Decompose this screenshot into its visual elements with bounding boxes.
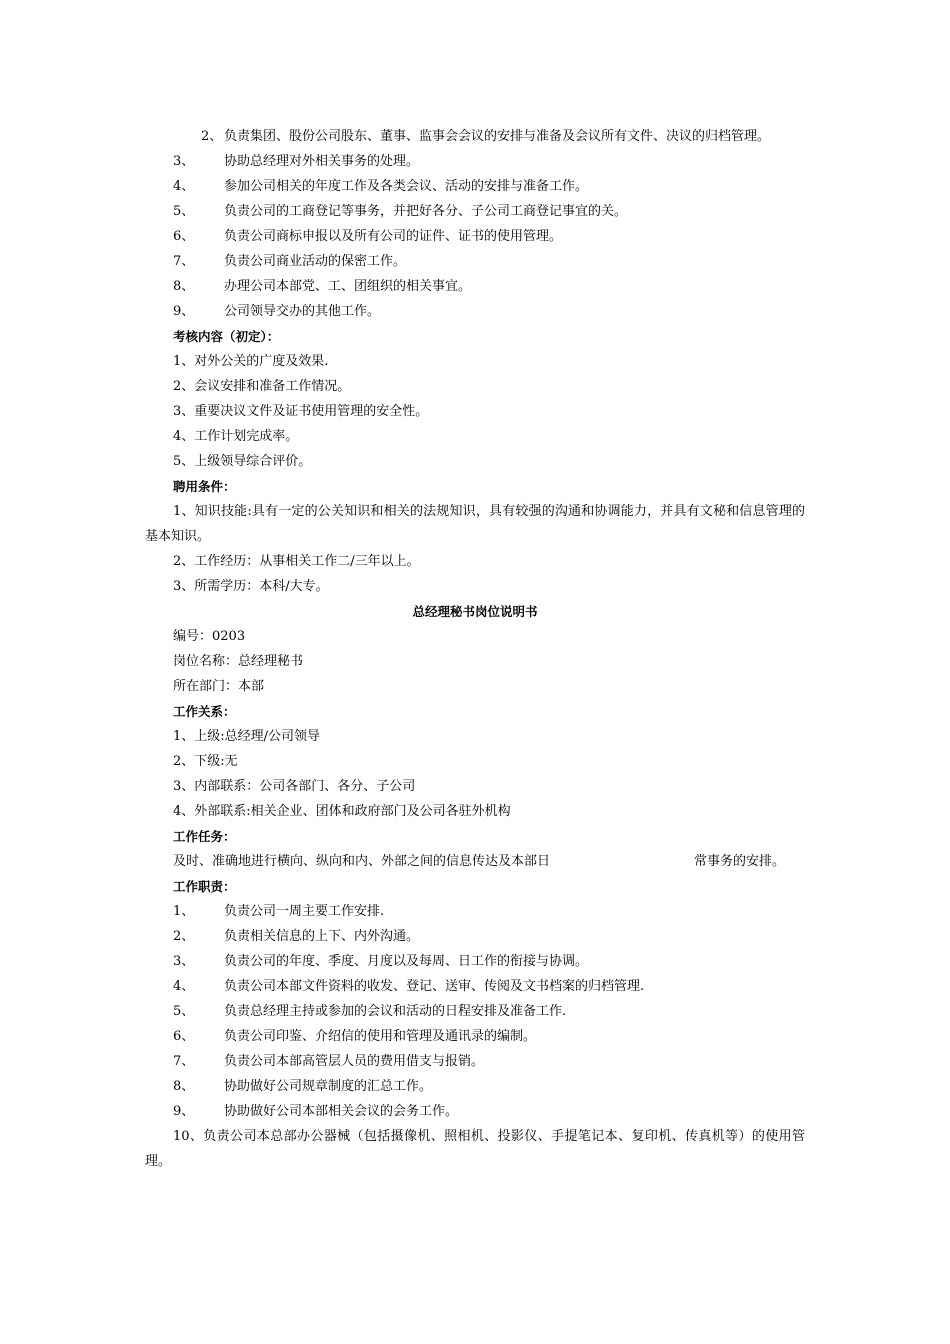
duty-text: 协助总经理对外相关事务的处理。 — [224, 154, 420, 169]
relations-heading: 工作关系： — [173, 704, 236, 719]
relation-item: 1、上级:总经理/公司领导 — [173, 729, 321, 744]
duty-item — [145, 274, 805, 299]
info-line: 所在部门：本部 — [173, 679, 265, 694]
duties-heading: 工作职责： — [173, 879, 236, 894]
duty-number: 6、 — [173, 229, 195, 244]
duty-text: 参加公司相关的年度工作及各类会议、活动的安排与准备工作。 — [224, 179, 589, 194]
duty-text: 协助做好公司本部相关会议的会务工作。 — [224, 1104, 459, 1119]
duty-text: 协助做好公司规章制度的汇总工作。 — [224, 1079, 433, 1094]
duty-number: 1、 — [173, 904, 195, 919]
duty-number: 8、 — [173, 1079, 195, 1094]
assessment-item: 2、会议安排和准备工作情况。 — [173, 379, 351, 394]
duty-number: 6、 — [173, 1029, 195, 1044]
relation-item: 3、内部联系：公司各部门、各分、子公司 — [173, 779, 416, 794]
hiring-heading: 聘用条件： — [173, 479, 236, 494]
duty-text: 负责公司的年度、季度、月度以及每周、日工作的衔接与协调。 — [224, 954, 589, 969]
duty-item — [145, 124, 805, 149]
duty-number: 9、 — [173, 304, 195, 319]
duty-item — [145, 199, 805, 224]
assessment-item: 3、重要决议文件及证书使用管理的安全性。 — [173, 404, 429, 419]
info-line: 编号：0203 — [173, 629, 246, 644]
document-body — [145, 124, 805, 1174]
assessment-item: 4、工作计划完成率。 — [173, 429, 299, 444]
duty-text: 负责公司商业活动的保密工作。 — [224, 254, 407, 269]
duty-item — [145, 174, 805, 199]
duty-number: 5、 — [173, 204, 195, 219]
hiring-item: 3、所需学历：本科/大专。 — [173, 579, 329, 594]
duty-item — [145, 899, 805, 924]
duty-item — [145, 1024, 805, 1049]
hiring-item: 1、知识技能:具有一定的公关知识和相关的法规知识，具有较强的沟通和协调能力，并具有文秘和信息管理的基本知识。 — [145, 504, 805, 544]
duty-item — [145, 249, 805, 274]
duty-text: 负责公司一周主要工作安排. — [224, 904, 385, 919]
duty-number: 7、 — [173, 1054, 195, 1069]
task-text-part-b: 常事务的安排。 — [694, 854, 786, 869]
assessment-heading: 考核内容（初定）： — [173, 329, 280, 344]
relation-item: 2、下级:无 — [173, 754, 238, 769]
duty-text: 负责公司商标申报以及所有公司的证件、证书的使用管理。 — [224, 229, 563, 244]
relation-item: 4、外部联系:相关企业、团体和政府部门及公司各驻外机构 — [173, 804, 511, 819]
assessment-item: 1、对外公关的广度及效果. — [173, 354, 329, 369]
duty-item — [145, 224, 805, 249]
duty-item — [145, 1074, 805, 1099]
duty-number: 9、 — [173, 1104, 195, 1119]
duty-text: 办理公司本部党、工、团组织的相关事宜。 — [224, 279, 472, 294]
duty-number: 4、 — [173, 179, 195, 194]
task-heading: 工作任务： — [173, 829, 236, 844]
duty-text: 负责公司印鉴、介绍信的使用和管理及通讯录的编制。 — [224, 1029, 537, 1044]
duty-text: 负责相关信息的上下、内外沟通。 — [224, 929, 420, 944]
duty-number: 2、 — [201, 129, 223, 144]
duty-item — [145, 149, 805, 174]
task-text-part-a: 及时、准确地进行横向、纵向和内、外部之间的信息传达及本部日 — [173, 854, 551, 869]
duty-number: 5、 — [173, 1004, 195, 1019]
duty-text: 负责总经理主持或参加的会议和活动的日程安排及准备工作. — [224, 1004, 567, 1019]
duty-text: 负责公司的工商登记等事务，并把好各分、子公司工商登记事宜的关。 — [224, 204, 628, 219]
assessment-item: 5、上级领导综合评价。 — [173, 454, 312, 469]
duty-item — [145, 924, 805, 949]
duty-number: 2、 — [173, 929, 195, 944]
duty-item — [145, 949, 805, 974]
duty-text: 公司领导交办的其他工作。 — [224, 304, 381, 319]
duty-number: 3、 — [173, 154, 195, 169]
duty-text: 负责公司本部文件资料的收发、登记、送审、传阅及文书档案的归档管理. — [224, 979, 645, 994]
duty-number: 8、 — [173, 279, 195, 294]
duty-item — [145, 974, 805, 999]
duty-item-10: 10、负责公司本总部办公器械（包括摄像机、照相机、投影仪、手提笔记本、复印机、传真机等）的使用管理。 — [145, 1129, 805, 1169]
duty-text: 负责集团、股份公司股东、董事、监事会会议的安排与准备及会议所有文件、决议的归档管理。 — [224, 129, 771, 144]
duty-text: 负责公司本部高管层人员的费用借支与报销。 — [224, 1054, 485, 1069]
duty-number: 7、 — [173, 254, 195, 269]
task-text — [145, 849, 805, 874]
document-title: 总经理秘书岗位说明书 — [412, 604, 538, 619]
hiring-item: 2、工作经历：从事相关工作二/三年以上。 — [173, 554, 420, 569]
duty-number: 3、 — [173, 954, 195, 969]
duty-number: 4、 — [173, 979, 195, 994]
duty-item — [145, 1049, 805, 1074]
duty-item — [145, 1099, 805, 1124]
duty-item — [145, 299, 805, 324]
info-line: 岗位名称：总经理秘书 — [173, 654, 304, 669]
duty-item — [145, 999, 805, 1024]
